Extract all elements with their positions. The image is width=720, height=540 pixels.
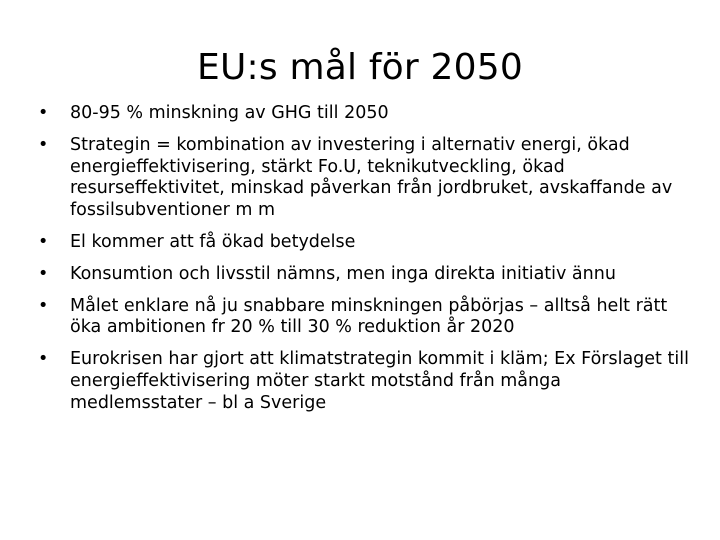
bullet-text: 80-95 % minskning av GHG till 2050 [70,103,389,123]
bullet-item-1 [36,103,696,125]
bullet-text: Strategin = kombination av investering i alternativ energi, ökad energieffektivisering, stärkt Fo.U, teknikutveckling, ökad resurseffektivitet, minskad påverkan från jordbruket, avskaffande av fossilsubventioner m m [70,134,673,221]
bullet-icon: • [38,263,49,284]
bullet-item-4 [36,264,696,286]
bullet-list [36,103,696,415]
bullet-item-5 [36,296,696,340]
bullet-icon: • [38,349,49,370]
slide-title: EU:s mål för 2050 [197,47,523,88]
bullet-text: Eurokrisen har gjort att klimatstrategin kommit i kläm; Ex Förslaget till energieffektivisering möter starkt motstånd från många medlemsstater – bl a Sverige [70,349,689,413]
bullet-icon: • [38,231,49,252]
bullet-text: Målet enklare nå ju snabbare minskningen påbörjas – alltså helt rätt öka ambitionen fr 20 % till 30 % reduktion år 2020 [70,295,668,338]
bullet-item-2 [36,135,696,222]
bullet-item-6 [36,349,696,414]
bullet-text: Konsumtion och livsstil nämns, men inga direkta initiativ ännu [70,263,616,284]
bullet-text: El kommer att få ökad betydelse [70,231,356,252]
bullet-icon: • [38,134,49,155]
bullet-item-3 [36,232,696,254]
bullet-icon: • [38,103,49,123]
bullet-icon: • [38,295,49,316]
